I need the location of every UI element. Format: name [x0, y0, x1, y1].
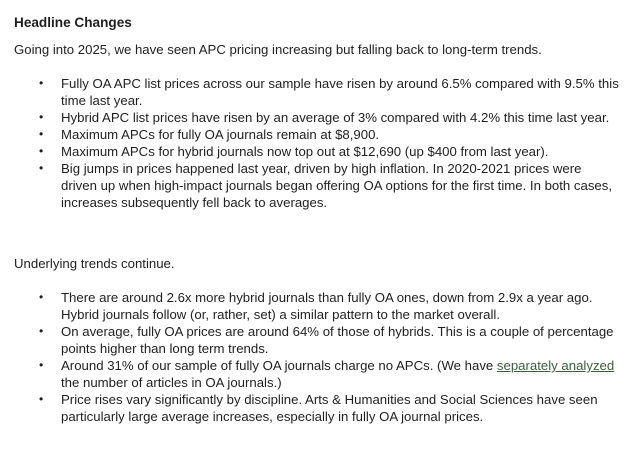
list-item [14, 391, 620, 425]
list-item [14, 323, 620, 357]
document-body [14, 14, 620, 425]
list-item-text: Big jumps in prices happened last year, driven by high inflation. In 2020-2021 prices were driven up when high-impact journals began offering OA options for the first time. In both cases, increases subsequently fell back to averages. [61, 161, 613, 210]
text-before-link: Around 31% of our sample of fully OA journals charge no APCs. (We have [61, 358, 497, 373]
trends-intro-paragraph: Underlying trends continue. [14, 256, 175, 271]
text-after-link: the number of articles in OA journals.) [61, 375, 282, 390]
list-item [14, 143, 620, 160]
section-heading: Headline Changes [14, 15, 132, 30]
bullet-icon: • [39, 324, 44, 338]
headline-bullet-list [14, 75, 620, 211]
intro-paragraph: Going into 2025, we have seen APC pricing increasing but falling back to long-term trends. [14, 42, 542, 57]
bullet-icon: • [39, 76, 44, 90]
spacer [14, 211, 620, 255]
trend-bullet-list [14, 289, 620, 425]
bullet-icon: • [39, 127, 44, 141]
list-item [14, 109, 620, 126]
bullet-icon: • [39, 358, 44, 372]
list-item-text: Price rises vary significantly by discipline. Arts & Humanities and Social Sciences have seen particularly large average increases, especially in fully OA journal prices. [61, 392, 598, 424]
list-item [14, 75, 620, 109]
bullet-icon: • [39, 144, 44, 158]
list-item-text: On average, fully OA prices are around 64% of those of hybrids. This is a couple of percentage points higher than long term trends. [61, 324, 614, 356]
bullet-icon: • [39, 110, 44, 124]
list-item-text: Hybrid APC list prices have risen by an average of 3% compared with 4.2% this time last year. [61, 110, 610, 125]
list-item-text [61, 358, 614, 390]
separately-analyzed-link[interactable]: separately analyzed [496, 358, 615, 373]
bullet-icon: • [39, 290, 44, 304]
list-item [14, 289, 620, 323]
bullet-icon: • [39, 392, 44, 406]
list-item [14, 126, 620, 143]
list-item-text: Maximum APCs for fully OA journals remain at $8,900. [61, 127, 380, 142]
list-item-text: Fully OA APC list prices across our sample have risen by around 6.5% compared with 9.5% this time last year. [61, 76, 619, 108]
list-item-text: There are around 2.6x more hybrid journals than fully OA ones, down from 2.9x a year ago. Hybrid journals follow (or, rather, set) a similar pattern to the market overall. [61, 290, 593, 322]
list-item-text: Maximum APCs for hybrid journals now top out at $12,690 (up $400 from last year). [61, 144, 549, 159]
bullet-icon: • [39, 161, 44, 175]
list-item [14, 357, 620, 391]
list-item [14, 160, 620, 211]
